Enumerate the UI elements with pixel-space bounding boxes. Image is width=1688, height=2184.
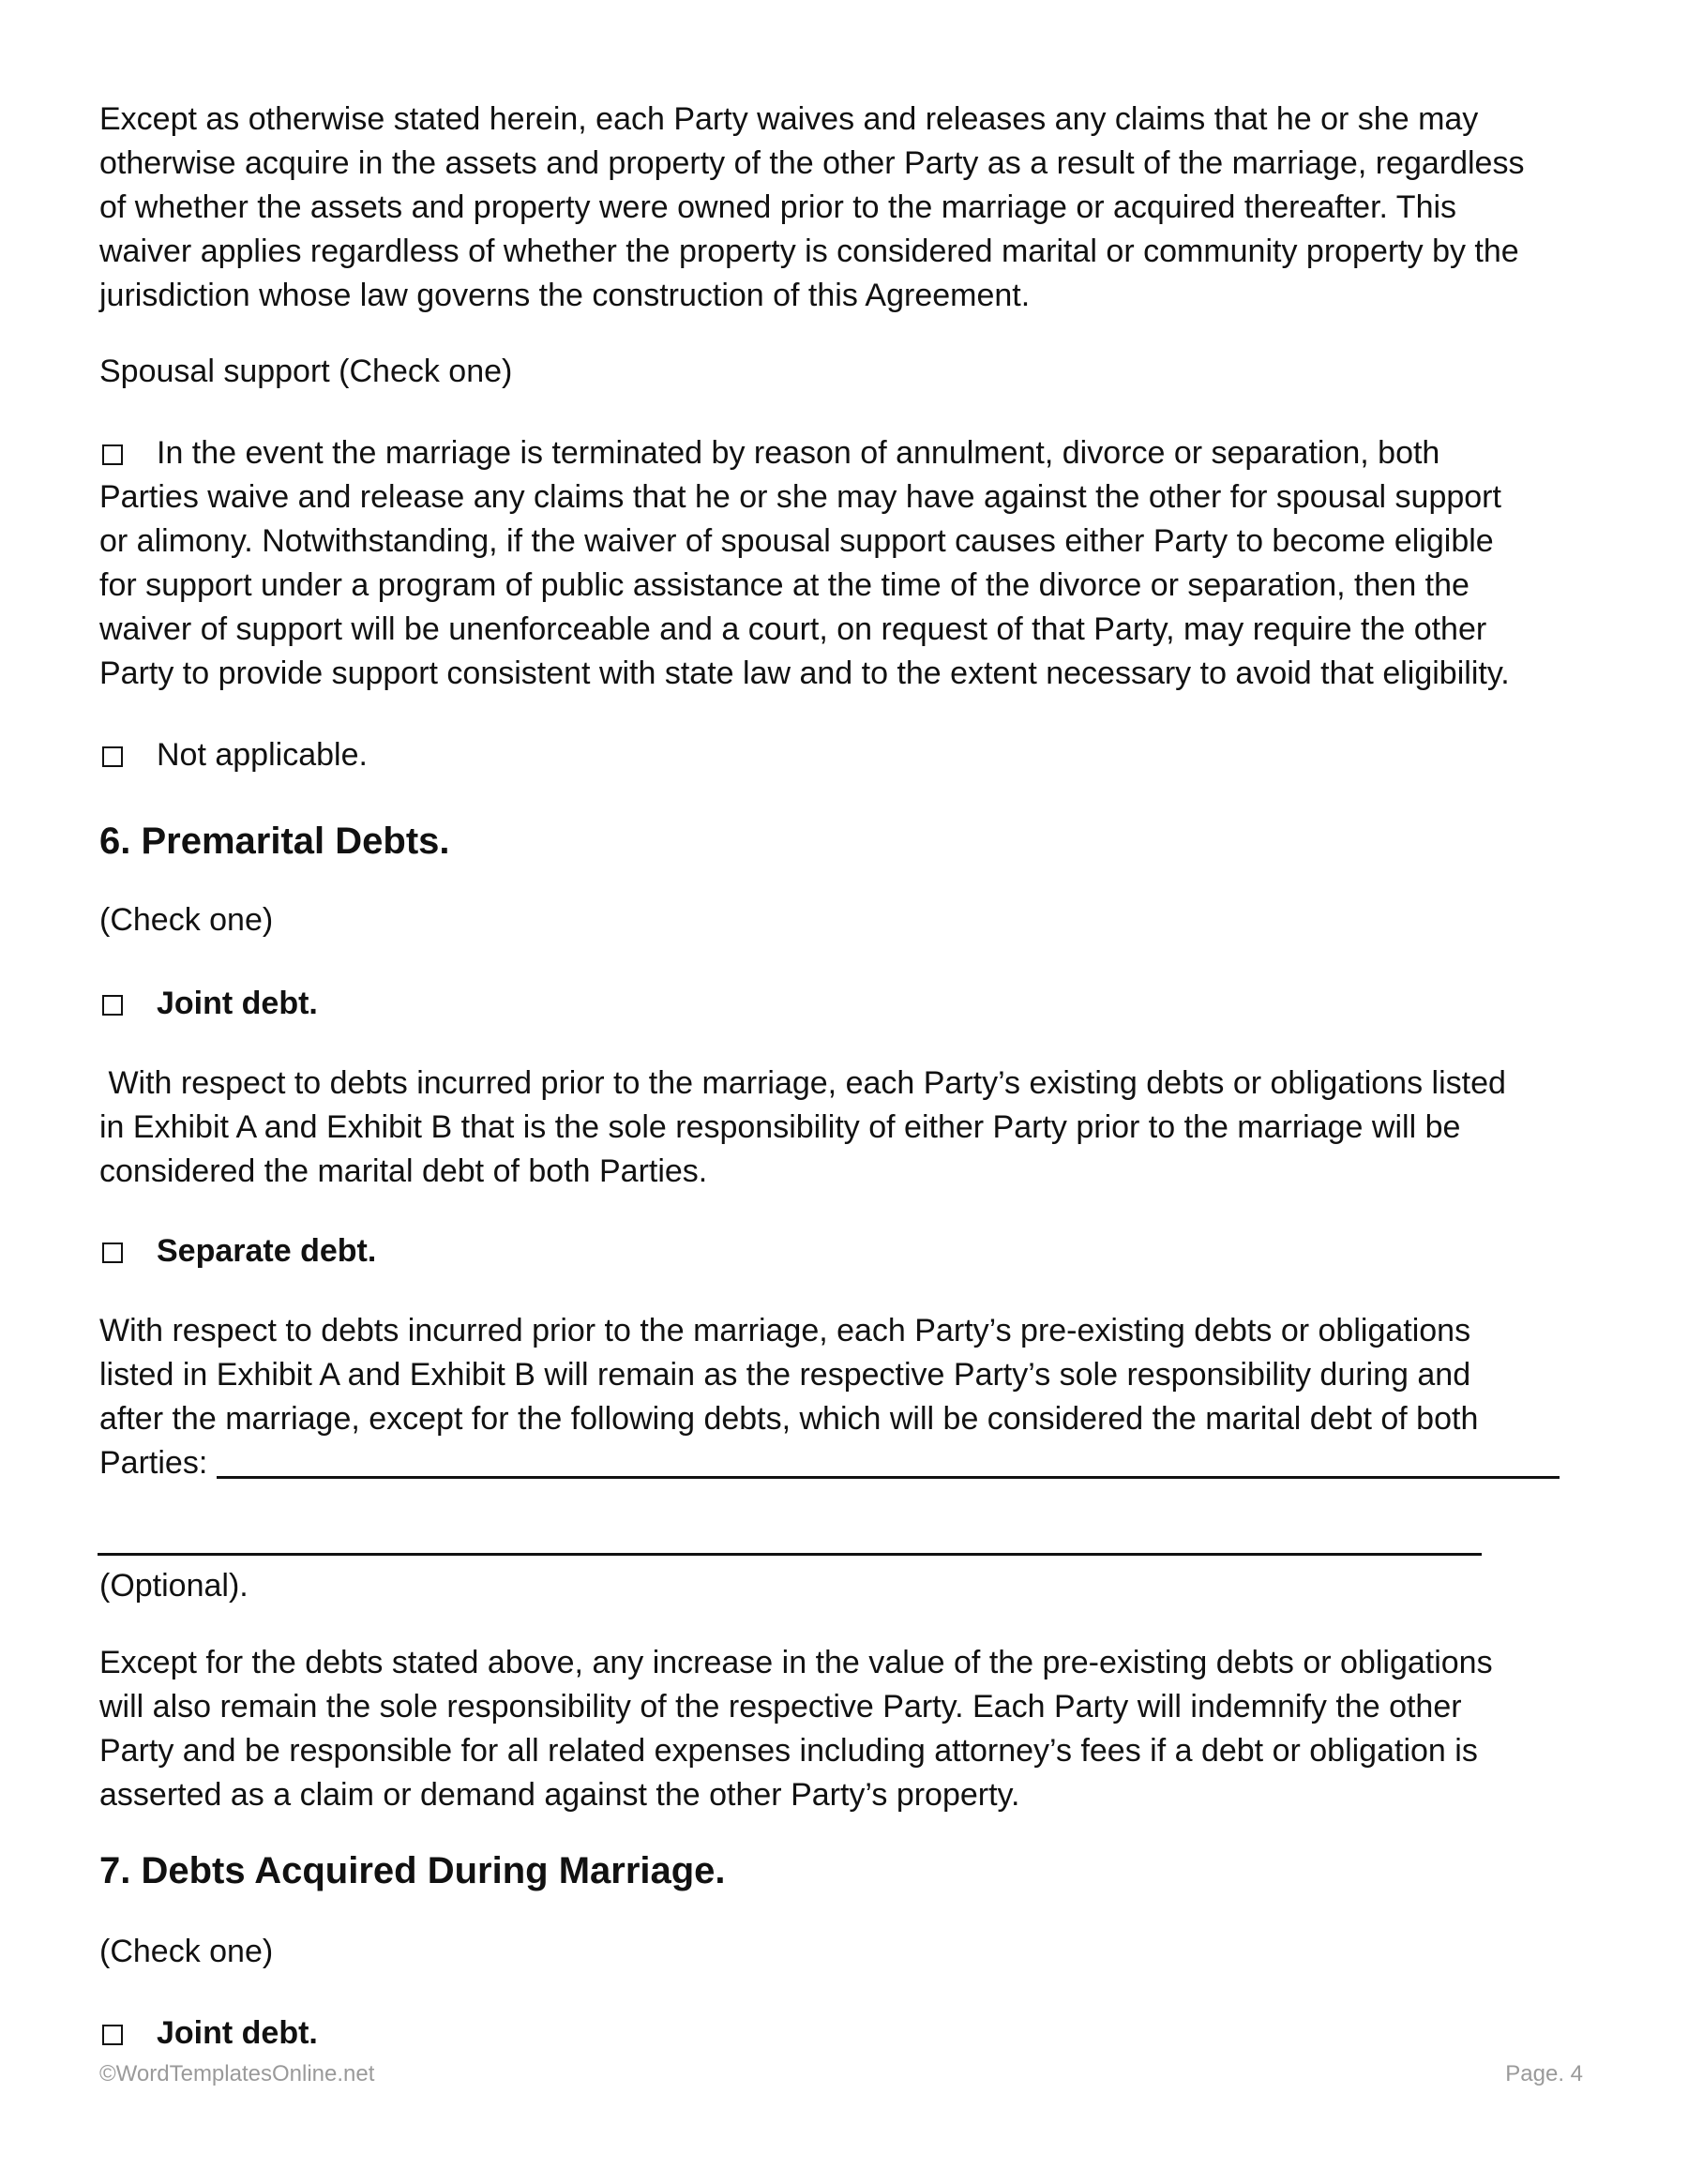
waiver-paragraph xyxy=(99,98,1600,318)
option-label: Joint debt. xyxy=(157,986,318,1021)
option-label: Separate debt. xyxy=(157,1233,377,1269)
check-one-label: (Check one) xyxy=(99,902,274,938)
text-line: after the marriage, except for the following debts, which will be considered the marital debt of both xyxy=(99,1401,1479,1437)
text-line: listed in Exhibit A and Exhibit B will remain as the respective Party’s sole responsibility during and xyxy=(99,1357,1471,1393)
text-line: waiver applies regardless of whether the property is considered marital or community property by the xyxy=(99,233,1519,269)
text-line: Party and be responsible for all related expenses including attorney’s fees if a debt or obligation is xyxy=(99,1733,1478,1769)
text-line: Except for the debts stated above, any increase in the value of the pre-existing debts or obligations xyxy=(99,1645,1493,1680)
text-line: or alimony. Notwithstanding, if the waiver of spousal support causes either Party to become eligible xyxy=(99,523,1494,559)
separate-debt-paragraph xyxy=(99,1309,1600,1485)
option-first-line xyxy=(99,431,1600,475)
checkbox[interactable] xyxy=(102,746,123,767)
joint-debt-option xyxy=(99,2011,318,2056)
separate-debt-option xyxy=(99,1229,376,1273)
joint-debt-option xyxy=(99,982,318,1026)
checkbox[interactable] xyxy=(102,444,123,465)
parties-label: Parties: xyxy=(99,1445,208,1481)
text-line: With respect to debts incurred prior to the marriage, each Party’s pre-existing debts or obligations xyxy=(99,1313,1471,1348)
text-line: jurisdiction whose law governs the construction of this Agreement. xyxy=(99,278,1031,313)
spousal-support-heading xyxy=(99,350,1600,394)
spousal-support-label: Spousal support (Check one) xyxy=(99,354,513,389)
parties-blank-field[interactable] xyxy=(217,1476,1560,1479)
option-label: Joint debt. xyxy=(157,2015,318,2051)
section-7-heading: 7. Debts Acquired During Marriage. xyxy=(99,1850,726,1891)
text-line: waiver of support will be unenforceable and a court, on request of that Party, may require the other xyxy=(99,611,1487,647)
text-line: of whether the assets and property were owned prior to the marriage or acquired thereafter. This xyxy=(99,189,1457,225)
option-text: In the event the marriage is terminated by reason of annulment, divorce or separation, both xyxy=(157,435,1440,471)
option-text: Not applicable. xyxy=(157,737,368,773)
text-line: considered the marital debt of both Parties. xyxy=(99,1153,708,1189)
checkbox[interactable] xyxy=(102,2025,123,2045)
text-line: Except as otherwise stated herein, each Party waives and releases any claims that he or she may xyxy=(99,101,1479,137)
optional-label: (Optional). xyxy=(99,1568,249,1604)
footer-copyright: ©WordTemplatesOnline.net xyxy=(99,2061,375,2086)
footer-page-number: Page. 4 xyxy=(1505,2061,1583,2086)
text-line: for support under a program of public assistance at the time of the divorce or separation, then the xyxy=(99,567,1469,603)
text-line: will also remain the sole responsibility of the respective Party. Each Party will indemnify the other xyxy=(99,1689,1462,1725)
checkbox[interactable] xyxy=(102,995,123,1016)
spousal-waive-option xyxy=(99,431,1600,696)
spousal-na-option xyxy=(99,733,368,777)
text-line: Parties waive and release any claims that he or she may have against the other for spousal support xyxy=(99,479,1501,515)
text-line: otherwise acquire in the assets and property of the other Party as a result of the marriage, regardless xyxy=(99,145,1525,181)
check-one-label: (Check one) xyxy=(99,1934,274,1969)
parties-line xyxy=(99,1441,1600,1485)
checkbox[interactable] xyxy=(102,1243,123,1263)
except-paragraph xyxy=(99,1641,1600,1817)
optional-blank-field[interactable] xyxy=(98,1553,1482,1556)
text-line: With respect to debts incurred prior to the marriage, each Party’s existing debts or obligations listed xyxy=(99,1065,1506,1101)
text-line: asserted as a claim or demand against the other Party’s property. xyxy=(99,1777,1020,1813)
section-6-heading: 6. Premarital Debts. xyxy=(99,821,450,862)
text-line: Party to provide support consistent with state law and to the extent necessary to avoid that eligibility. xyxy=(99,655,1510,691)
joint-debt-paragraph xyxy=(99,1062,1600,1194)
text-line: in Exhibit A and Exhibit B that is the sole responsibility of either Party prior to the marriage will be xyxy=(99,1109,1461,1145)
